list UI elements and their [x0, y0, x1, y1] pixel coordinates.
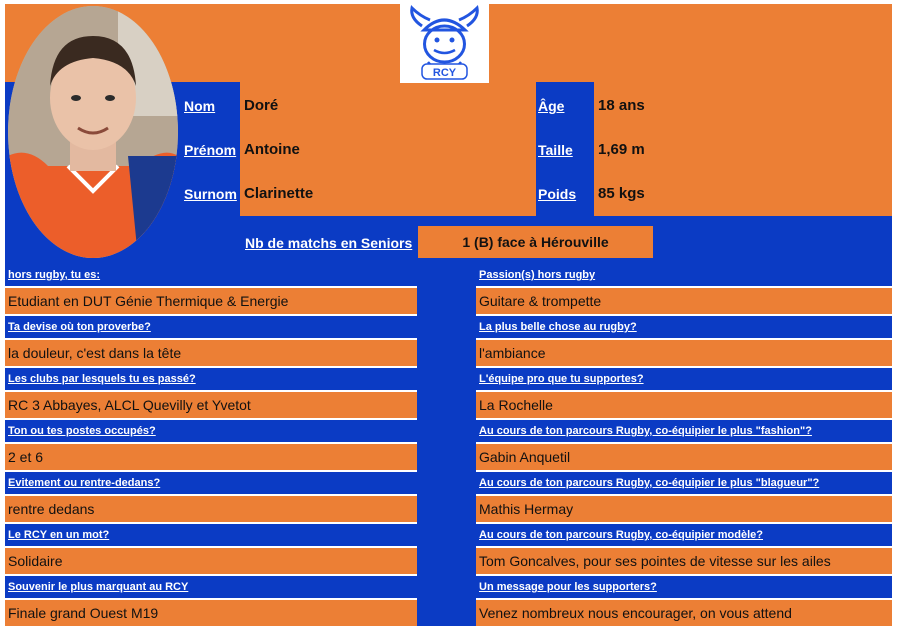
qa-answer: Tom Goncalves, pour ses pointes de vitesse sur les ailes [476, 548, 892, 574]
poids-value: 85 kgs [598, 185, 645, 202]
qa-question: Le RCY en un mot? [5, 524, 417, 546]
qa-answer: rentre dedans [5, 496, 417, 522]
qa-question: L'équipe pro que tu supportes? [476, 368, 892, 390]
nom-value: Doré [244, 97, 279, 114]
qa-answer: Venez nombreux nous encourager, on vous attend [476, 600, 892, 626]
club-logo [400, 4, 489, 83]
qa-answer: Solidaire [5, 548, 417, 574]
qa-question: Evitement ou rentre-dedans? [5, 472, 417, 494]
qa-question: Les clubs par lesquels tu es passé? [5, 368, 417, 390]
prenom-label: Prénom [184, 142, 237, 158]
qa-question: Ta devise où ton proverbe? [5, 316, 417, 338]
qa-question: Souvenir le plus marquant au RCY [5, 576, 417, 598]
qa-answer: l'ambiance [476, 340, 892, 366]
matches-value: 1 (B) face à Hérouville [462, 234, 609, 250]
qa-answer: Etudiant en DUT Génie Thermique & Energie [5, 288, 417, 314]
qa-question: Ton ou tes postes occupés? [5, 420, 417, 442]
qa-answer: Guitare & trompette [476, 288, 892, 314]
left-qa-column [5, 264, 417, 626]
taille-value: 1,69 m [598, 141, 645, 158]
poids-label: Poids [538, 186, 577, 202]
nom-label: Nom [184, 98, 216, 114]
qa-answer: Gabin Anquetil [476, 444, 892, 470]
qa-answer: La Rochelle [476, 392, 892, 418]
prenom-value: Antoine [244, 141, 300, 158]
qa-question: Au cours de ton parcours Rugby, co-équipier le plus "fashion"? [476, 420, 892, 442]
age-value: 18 ans [598, 97, 645, 114]
taille-label: Taille [538, 142, 573, 158]
logo-text: RCY [432, 67, 457, 79]
qa-gap [417, 264, 476, 626]
qa-answer: RC 3 Abbayes, ALCL Quevilly et Yvetot [5, 392, 417, 418]
qa-answer: la douleur, c'est dans la tête [5, 340, 417, 366]
age-label: Âge [538, 98, 565, 114]
qa-question: hors rugby, tu es: [5, 264, 417, 286]
qa-question: Passion(s) hors rugby [476, 264, 892, 286]
qa-answer: Finale grand Ouest M19 [5, 600, 417, 626]
qa-question: Au cours de ton parcours Rugby, co-équipier modèle? [476, 524, 892, 546]
surnom-value: Clarinette [244, 185, 314, 202]
viking-mascot-icon [400, 4, 489, 83]
qa-answer: Mathis Hermay [476, 496, 892, 522]
matches-label: Nb de matchs en Seniors [245, 235, 413, 251]
qa-question: La plus belle chose au rugby? [476, 316, 892, 338]
qa-question: Au cours de ton parcours Rugby, co-équipier le plus "blagueur"? [476, 472, 892, 494]
qa-answer: 2 et 6 [5, 444, 417, 470]
player-photo [8, 6, 178, 258]
right-qa-column [476, 264, 892, 626]
surnom-label: Surnom [184, 186, 237, 202]
qa-question: Un message pour les supporters? [476, 576, 892, 598]
